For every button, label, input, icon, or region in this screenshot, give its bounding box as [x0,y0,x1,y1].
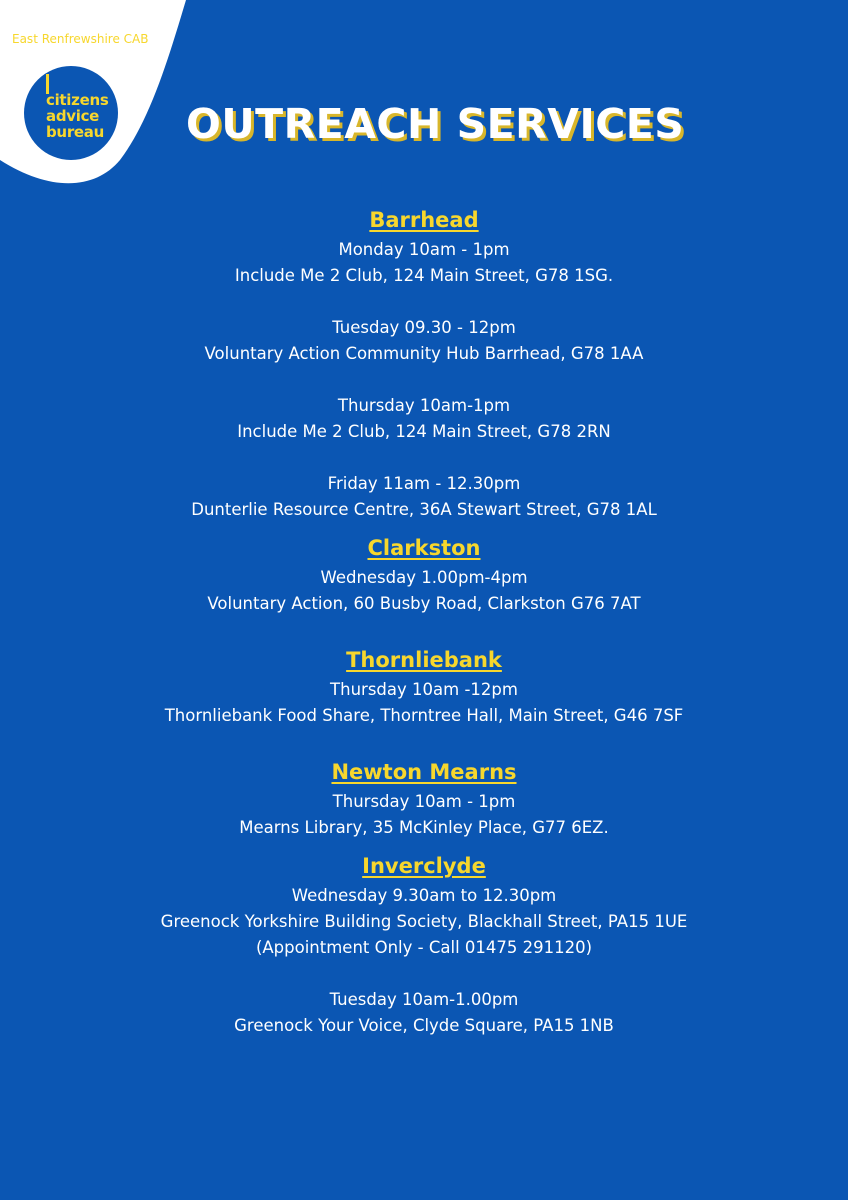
session-address: Voluntary Action Community Hub Barrhead, G78 1AA [204,344,644,363]
session-address: Include Me 2 Club, 124 Main Street, G78 1SG. [234,266,614,285]
region-heading: Newton Mearns [331,760,517,784]
session-time: Thursday 10am - 1pm [332,792,516,811]
section-inverclyde [0,849,848,1039]
section-barrhead [0,203,848,523]
logo-word-citizens: citizens [46,91,109,109]
session-note: (Appointment Only - Call 01475 291120) [255,938,593,957]
org-name: East Renfrewshire CAB [12,32,149,46]
section-newton-mearns [0,755,848,841]
session-time: Thursday 10am -12pm [330,680,518,699]
section-clarkston [0,531,848,617]
page-title: OUTREACH SERVICES [186,100,685,148]
citizens-advice-logo[interactable] [24,66,118,160]
session-address: Thornliebank Food Share, Thorntree Hall, Main Street, G46 7SF [164,706,684,725]
session-time: Friday 11am - 12.30pm [327,474,521,493]
section-thornliebank [0,643,848,729]
session-address: Voluntary Action, 60 Busby Road, Clarkston G76 7AT [207,594,641,613]
session-address: Greenock Your Voice, Clyde Square, PA15 1NB [234,1016,614,1035]
session-address: Include Me 2 Club, 124 Main Street, G78 2RN [237,422,611,441]
session-time: Wednesday 9.30am to 12.30pm [291,886,557,905]
session-time: Tuesday 10am-1.00pm [329,990,519,1009]
region-heading: Clarkston [367,536,481,560]
region-heading: Thornliebank [346,648,502,672]
session-time: Tuesday 09.30 - 12pm [332,318,516,337]
logo-word-advice: advice [46,107,100,125]
region-heading: Inverclyde [362,854,486,878]
session-time: Wednesday 1.00pm-4pm [320,568,528,587]
logo-word-bureau: bureau [46,123,104,141]
region-heading: Barrhead [369,208,479,232]
session-time: Monday 10am - 1pm [338,240,510,259]
session-address: Dunterlie Resource Centre, 36A Stewart Street, G78 1AL [191,500,657,519]
session-address: Greenock Yorkshire Building Society, Blackhall Street, PA15 1UE [160,912,688,931]
session-address: Mearns Library, 35 McKinley Place, G77 6EZ. [239,818,609,837]
session-time: Thursday 10am-1pm [337,396,511,415]
outreach-list [0,203,848,1039]
